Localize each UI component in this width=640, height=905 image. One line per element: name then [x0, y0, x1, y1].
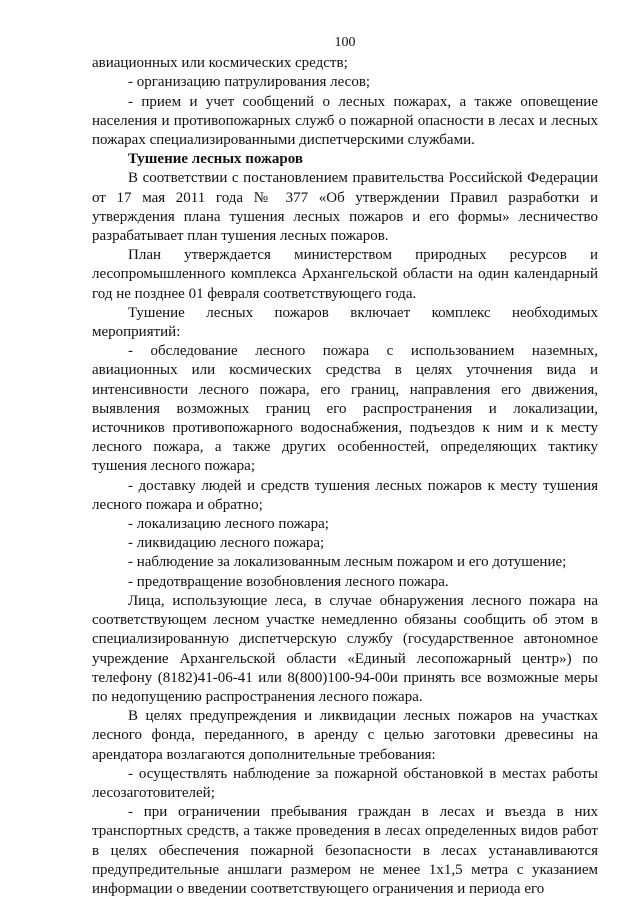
page-number: 100: [334, 35, 356, 50]
list-item: - прием и учет сообщений о лесных пожарах, а также оповещение населения и противопожарных служб о пожарной опасности в лесах и лесных пожарах специализированными диспетчерскими службами.: [92, 93, 598, 149]
paragraph: В соответствии с постановлением правительства Российской Федерации от 17 мая 2011 года № 377 «Об утверждении Правил разработки и утверждения плана тушения лесных пожаров и его формы» лесничество разрабатывает план тушения лесных пожаров.: [92, 170, 598, 245]
list-item: - организацию патрулирования лесов;: [128, 74, 371, 91]
text-line: авиационных или космических средств;: [92, 55, 348, 72]
paragraph: В целях предупреждения и ликвидации лесных пожаров на участках лесного фонда, переданного, в аренду с целью заготовки древесины на арендатора возлагаются дополнительные требования:: [92, 708, 598, 763]
section-heading: Тушение лесных пожаров: [128, 151, 304, 168]
list-item: - локализацию лесного пожара;: [128, 516, 329, 533]
paragraph: Лица, использующие леса, в случае обнаружения лесного пожара на соответствующем лесном участке немедленно обязаны сообщить об этом в специализированную диспетчерскую службу (государственное автономное учреждение Архангельской области «Единый лесопожарный центр») по телефону (8182)41-06-41 или 8(800)100-94-00и принять все возможные меры по недопущению распространения лесного пожара.: [92, 592, 598, 705]
list-item: - доставку людей и средств тушения лесных пожаров к месту тушения лесного пожара и обратно;: [92, 477, 598, 513]
list-item: - осуществлять наблюдение за пожарной обстановкой в местах работы лесозаготовителей;: [92, 765, 598, 801]
paragraph: Тушение лесных пожаров включает комплекс необходимых мероприятий:: [92, 304, 598, 341]
list-item: - наблюдение за локализованным лесным пожаром и его дотушение;: [128, 554, 567, 571]
list-item: - обследование лесного пожара с использованием наземных, авиационных или космических средства в целях уточнения вида и интенсивности лесного пожара, его границ, направления его движения, выявления возможных границ его распространения и локализации, источников противопожарного водоснабжения, подъездов к ним и к месту лесного пожара, а также других особенностей, определяющих тактику тушения лесного пожара;: [92, 343, 598, 475]
list-item: - ликвидацию лесного пожара;: [128, 535, 325, 552]
paragraph: План утверждается министерством природных ресурсов и лесопромышленного комплекса Архангельской области на один календарный год не позднее 01 февраля соответствующего года.: [92, 247, 598, 302]
list-item: - предотвращение возобновления лесного пожара.: [128, 573, 449, 590]
list-item: - при ограничении пребывания граждан в лесах и въезда в них транспортных средств, а также проведения в лесах определенных видов работ в целях обеспечения пожарной безопасности в лесах устанавливаются предупредительные аншлаги размером не менее 1х1,5 метра с указанием информации о введении соответствующего ограничения и периода его: [92, 804, 598, 897]
